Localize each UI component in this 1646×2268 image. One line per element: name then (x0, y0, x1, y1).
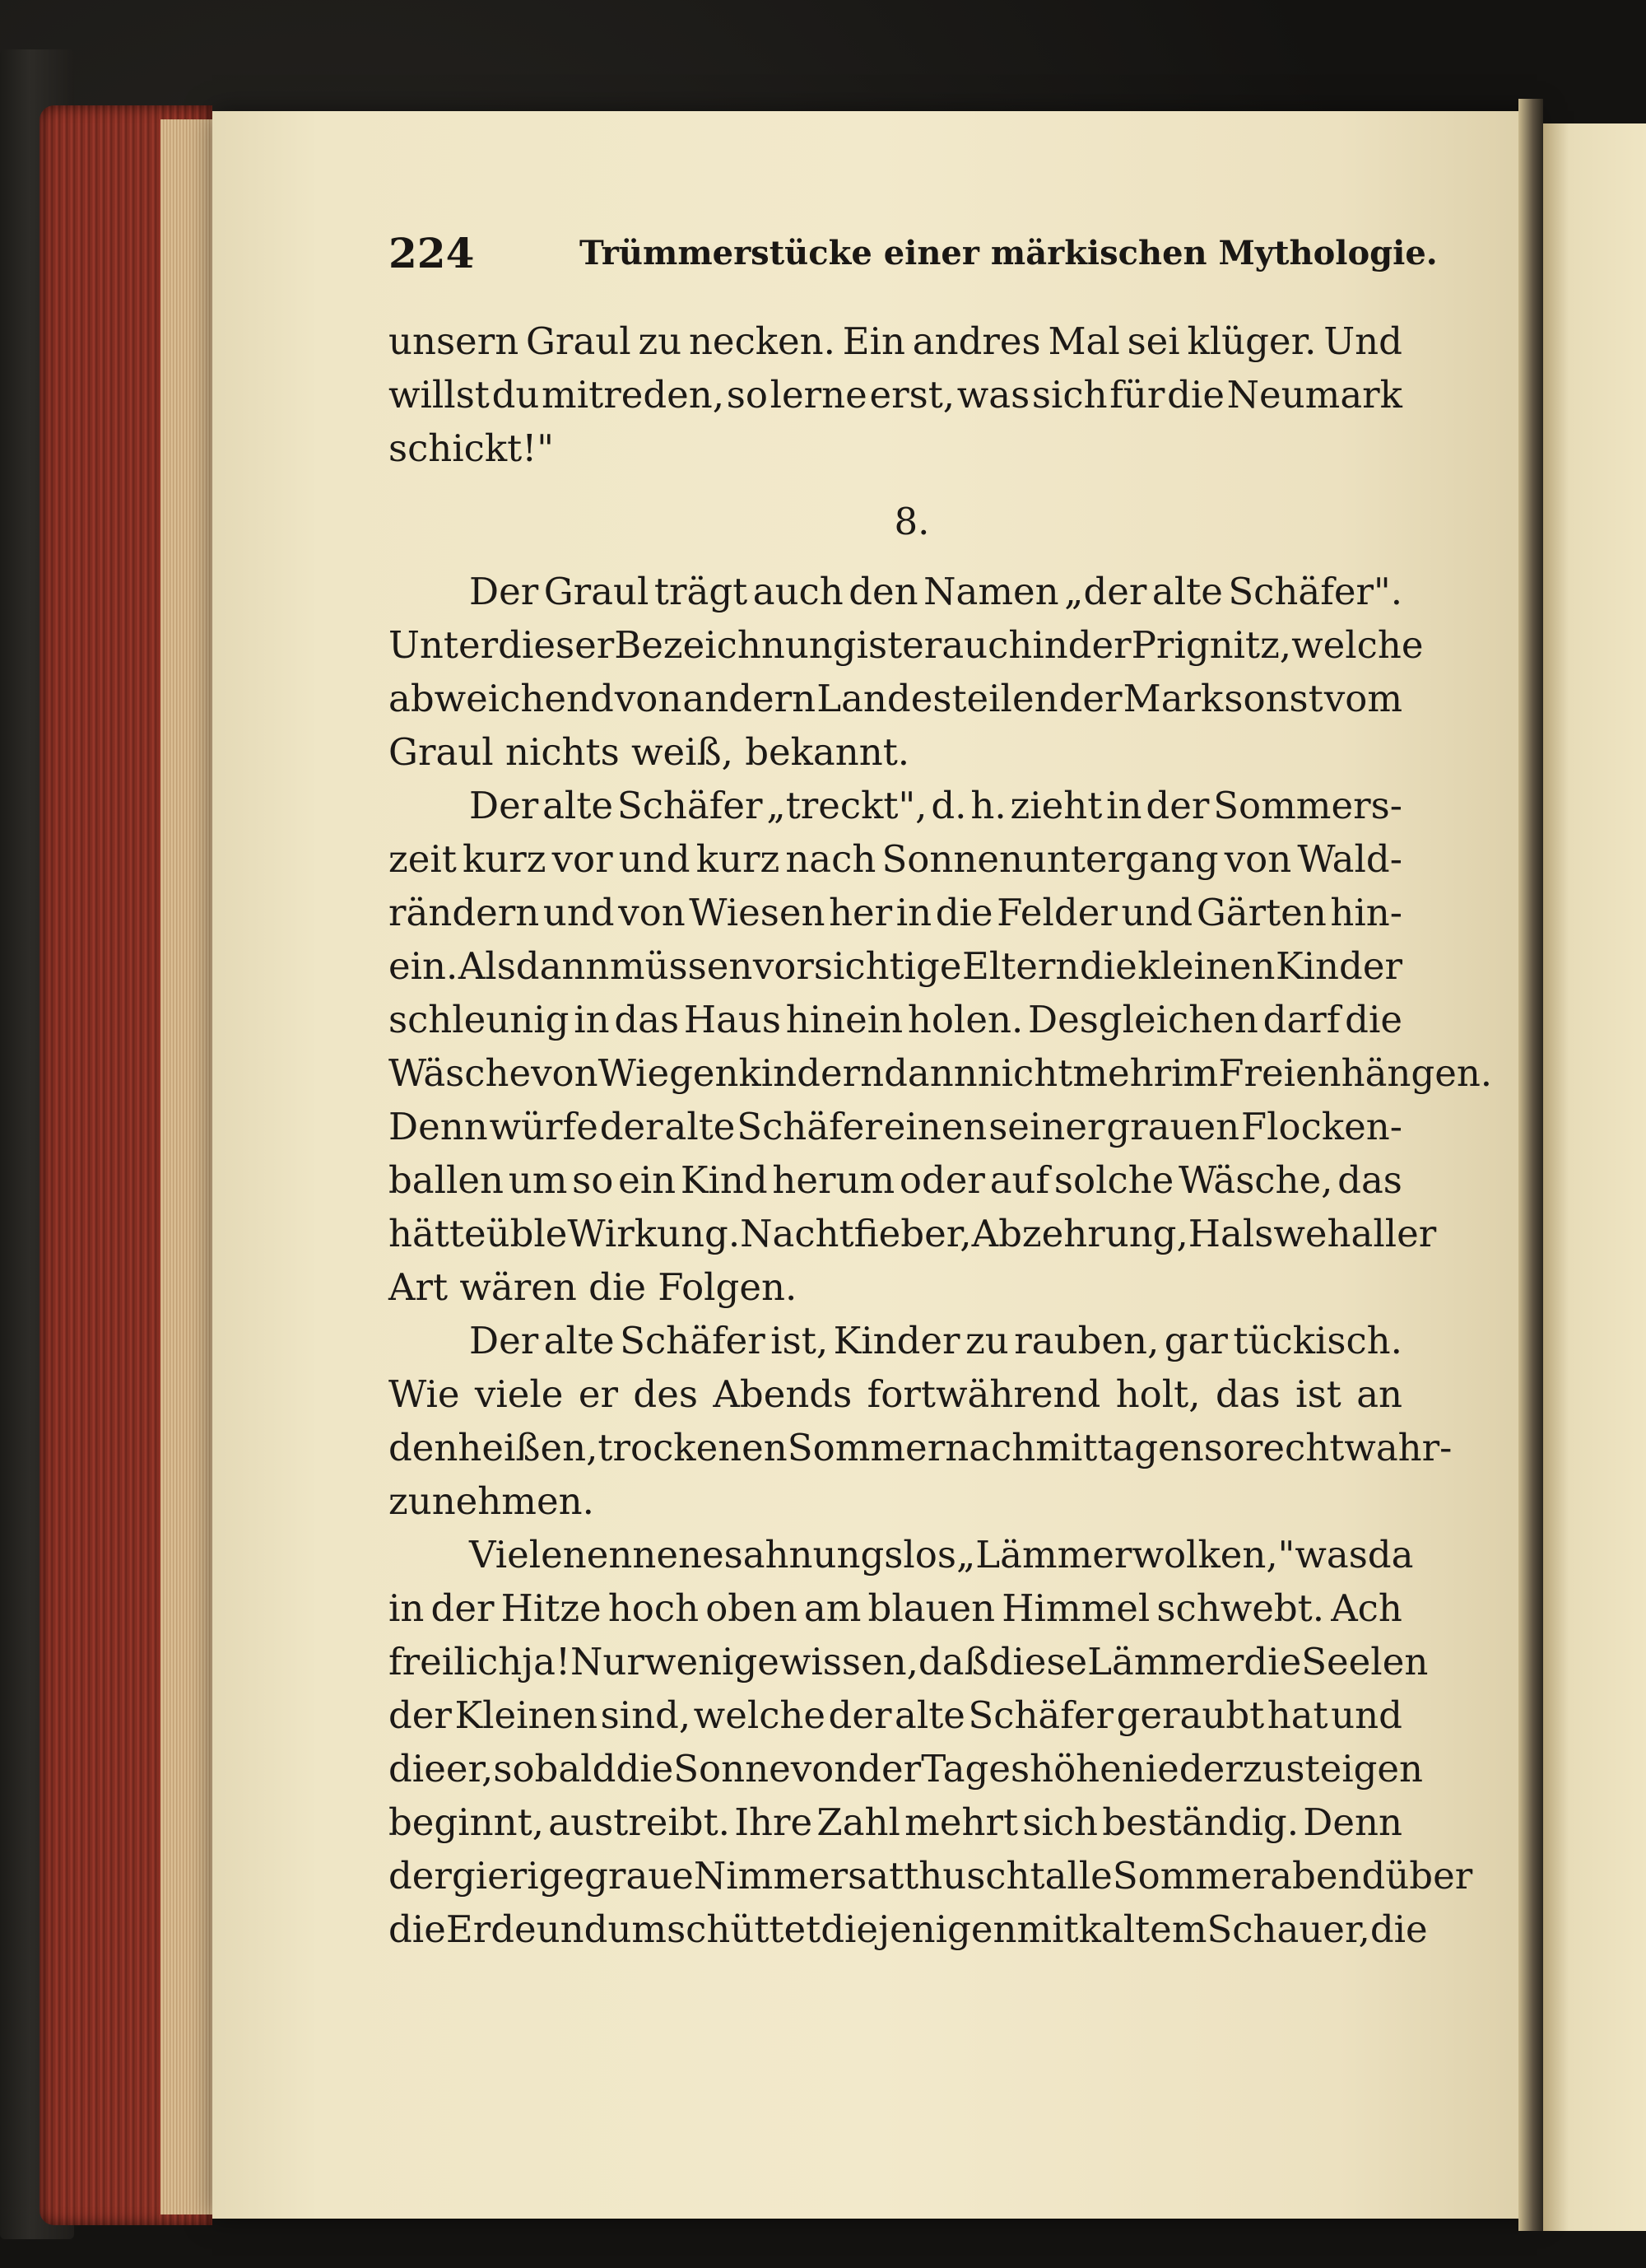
text-line: rändern und von Wiesen her in die Felder und Gärten hin- (388, 891, 1402, 934)
text-line: Der alte Schäfer ist, Kinder zu rauben, gar tückisch. (469, 1319, 1402, 1362)
text-line: Denn würfe der alte Schäfer einen seiner grauen Flocken- (388, 1105, 1402, 1148)
section-number: 8. (894, 500, 930, 543)
text-line: die er, sobald die Sonne von der Tageshöhe niederzusteigen (388, 1747, 1424, 1791)
text-line: der gierige graue Nimmersatt huscht alle Sommerabend über (388, 1854, 1473, 1898)
text-line: Viele nennen es ahnungslos „Lämmerwolken," was da (469, 1533, 1414, 1576)
page-number: 224 (388, 229, 475, 277)
text-line: Art wären die Folgen. (388, 1265, 797, 1309)
text-line: schickt!" (388, 426, 555, 470)
running-head: Trümmerstücke einer märkischen Mythologie. (579, 234, 1438, 272)
text-line: der Kleinen sind, welche der alte Schäfer geraubt hat und (388, 1693, 1402, 1737)
paragraph (388, 779, 1493, 1314)
text-line: freilich ja! Nur wenige wissen, daß diese Lämmer die Seelen (388, 1640, 1429, 1684)
paragraph (388, 314, 1402, 475)
text-line: hätte üble Wirkung. Nachtfieber, Abzehrung, Halsweh aller (388, 1212, 1437, 1255)
text-line: die Erde und umschüttet diejenigen mit kaltem Schauer, die (388, 1907, 1428, 1951)
text-line: beginnt, austreibt. Ihre Zahl mehrt sich beständig. Denn (388, 1800, 1402, 1844)
text-line: Wäsche von Wiegenkindern dann nicht mehr im Freien hängen. (388, 1051, 1493, 1095)
text-line: ein. Alsdann müssen vorsichtige Eltern die kleinen Kinder (388, 944, 1402, 988)
text-line: zeit kurz vor und kurz nach Sonnenuntergang von Wald- (388, 837, 1402, 881)
page-stack-edges (160, 119, 218, 2214)
text-line: Wie viele er des Abends fortwährend holt, das ist an (388, 1372, 1402, 1416)
text-line: ballen um so ein Kind herum oder auf solche Wäsche, das (388, 1158, 1402, 1202)
text-line: Der alte Schäfer „treckt", d. h. zieht in der Sommers- (469, 784, 1402, 827)
text-line: abweichend von andern Landesteilen der Mark sonst vom (388, 677, 1402, 720)
facing-page (1543, 123, 1646, 2231)
text-line: Der Graul trägt auch den Namen „der alte Schäfer". (469, 570, 1402, 613)
paragraph (388, 1314, 1453, 1528)
page-header (388, 229, 1438, 278)
page-body (388, 314, 1493, 1956)
text-line: Graul nichts weiß, bekannt. (388, 730, 910, 774)
text-line: zunehmen. (388, 1479, 594, 1523)
paragraph (388, 1528, 1473, 1956)
book-gutter (1518, 99, 1543, 2231)
text-line: den heißen, trockenen Sommernachmittagen so recht wahr- (388, 1426, 1453, 1469)
paragraph (388, 565, 1424, 779)
text-line: schleunig in das Haus hinein holen. Desgleichen darf die (388, 998, 1402, 1041)
text-line: willst du mitreden, so lerne erst, was sich für die Neumark (388, 373, 1402, 417)
text-line: unsern Graul zu necken. Ein andres Mal sei klüger. Und (388, 319, 1402, 363)
text-line: Unter dieser Bezeichnung ist er auch in der Prignitz, welche (388, 623, 1424, 667)
text-line: in der Hitze hoch oben am blauen Himmel schwebt. Ach (388, 1586, 1402, 1630)
